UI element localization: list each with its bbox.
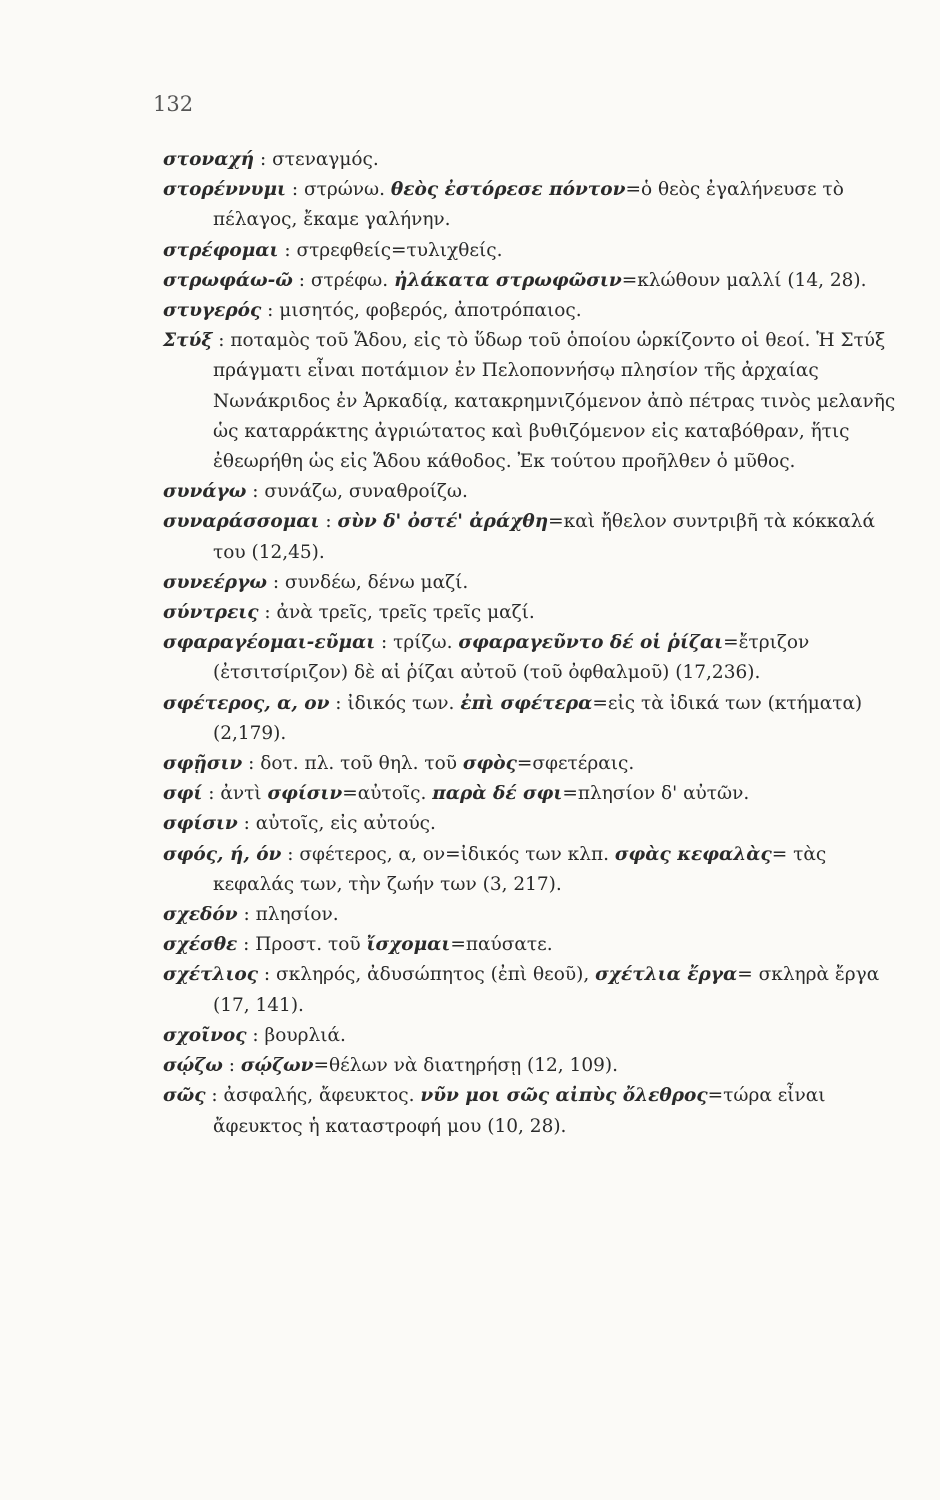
entry-term: σχοῖνος [163,1024,247,1046]
entry-term: σφίσιν [163,813,238,835]
dictionary-entry [163,960,903,1020]
entry-definition: : αὐτοῖς, εἰς αὐτούς. [237,813,436,835]
entry-term: στορέννυμι [163,179,286,201]
dictionary-entry [163,175,903,235]
entry-term: σχέσθε [163,934,238,956]
entry-term: συναράσσομαι [163,511,320,533]
entry-definition: =κλώθουν μαλλί (14, 28). [621,269,867,291]
entry-definition: = τὰς κεφαλάς των, τὴν ζωήν των (3, 217). [213,843,827,895]
entry-term: σχεδόν [163,904,238,926]
entry-definition: : τρίζω. [375,632,459,654]
entry-definition: : στρέφω. [292,269,395,291]
entry-definition: : στρεφθείς=τυλιχθείς. [278,239,503,261]
entry-definition: : στρώνω. [285,179,391,201]
entry-term: σῶς [163,1085,206,1107]
entry-example: σῴζων [240,1055,314,1077]
entry-term: σῴζω [163,1055,223,1077]
entry-definition: : πλησίον. [237,904,339,926]
dictionary-entry [163,628,903,688]
entry-definition: =πλησίον δ' αὐτῶν. [562,783,750,805]
entry-example: σχέτλια ἔργα [595,964,738,986]
entry-definition: : ἀσφαλής, ἄφευκτος. [205,1085,421,1107]
entry-definition: : ἰδικός των. [329,692,461,714]
entry-term: στρωφάω-ῶ [163,269,293,291]
dictionary-entry [163,296,903,326]
entry-term: σφῇσιν [163,753,243,775]
entry-definition: : βουρλιά. [246,1024,346,1046]
entry-definition: : μισητός, φοβερός, ἀποτρόπαιος. [261,300,582,322]
dictionary-entry [163,1021,903,1051]
entry-definition: : συνδέω, δένω μαζί. [266,571,469,593]
entry-definition: : [222,1055,241,1077]
entry-definition: =καὶ ἤθελον συντριβῆ τὰ κόκκαλά του (12,45). [213,511,875,563]
dictionary-entry [163,477,903,507]
entry-definition: =παύσατε. [450,934,553,956]
entry-term: στρέφομαι [163,239,279,261]
entry-term: σφός, ή, όν [163,843,282,865]
dictionary-entry [163,749,903,779]
entry-example: σφὸς [462,753,517,775]
page-number: 132 [153,92,194,116]
dictionary-entry [163,236,903,266]
dictionary-entry [163,840,903,900]
entry-definition: : συνάζω, συναθροίζω. [246,481,468,503]
entry-example: σφὰς κεφαλὰς [614,843,772,865]
dictionary-entry [163,900,903,930]
entry-term: σφαραγέομαι-εῦμαι [163,632,376,654]
entry-example: σφαραγεῦντο δέ οἱ ῥίζαι [458,632,724,654]
entry-definition: : [319,511,338,533]
entry-definition: =τώρα εἶναι ἄφευκτος ἡ καταστροφή μου (10, 28). [213,1085,826,1137]
entry-example: παρὰ δέ σφι [432,783,563,805]
entry-example: θεὸς ἐστόρεσε πόντον [390,179,626,201]
dictionary-entry [163,507,903,567]
entry-definition: : ἀντὶ [202,783,268,805]
entry-example: νῦν μοι σῶς αἰπὺς ὄλεθρος [420,1085,708,1107]
dictionary-entry [163,1051,903,1081]
entry-definition: : σφέτερος, α, ον=ἰδικός των κλπ. [281,843,615,865]
entry-definition: : Προστ. τοῦ [237,934,367,956]
entry-list [163,145,903,1142]
dictionary-entry [163,568,903,598]
entry-definition: =θέλων νὰ διατηρήσῃ (12, 109). [313,1055,618,1077]
entry-example: ἴσχομαι [366,934,451,956]
entry-example: σφίσιν [267,783,343,805]
entry-term: σφί [163,783,203,805]
entry-example: ἐπὶ σφέτερα [460,692,593,714]
entry-term: στοναχή [163,149,255,170]
entry-term: συνάγω [163,481,247,503]
dictionary-entry [163,1081,903,1141]
dictionary-entry [163,809,903,839]
entry-definition: =εἰς τὰ ἰδικά των (κτήματα) (2,179). [213,692,863,744]
entry-definition: = σκληρὰ ἔργα (17, 141). [213,964,880,1016]
entry-definition: =σφετέραις. [516,753,635,775]
entry-term: στυγερός [163,300,262,322]
entry-term: Στύξ [163,330,213,352]
dictionary-entry [163,930,903,960]
entry-definition: =ὁ θεὸς ἐγαλήνευσε τὸ πέλαγος, ἔκαμε γαλήνην. [213,179,844,231]
entry-definition: : ποταμὸς τοῦ Ἅδου, εἰς τὸ ὕδωρ τοῦ ὁποίου ὡρκίζοντο οἱ θεοί. Ἡ Στύξ πράγματι εἶναι ποτάμιον ἐν Πελοποννήσῳ πλησίον τῆς ἀρχαίας Νωνάκριδος ἐν Ἀρκαδίᾳ, κατακρημνιζόμενον ἀπὸ πέτρας τινὸς μελανῆς ὡς καταρράκτης ἀγριώτατος καὶ βυθιζόμενον εἰς καταβόθραν, ἥτις ἐθεωρήθη ὡς εἰς Ἅδου κάθοδος. Ἐκ τούτου προῆλθεν ὁ μῦθος. [212,330,896,473]
entry-definition: : στεναγμός. [254,149,379,170]
dictionary-entry [163,326,903,477]
dictionary-entry [163,689,903,749]
entry-definition: =αὐτοῖς. [342,783,433,805]
entry-definition: : ἀνὰ τρεῖς, τρεῖς τρεῖς μαζί. [258,602,535,624]
entry-term: σύντρεις [163,602,259,624]
entry-term: σφέτερος, α, ον [163,692,330,714]
entry-term: συνεέργω [163,571,267,593]
entry-definition: =ἔτριζον (ἐτσιτσίριζον) δὲ αἱ ῥίζαι αὐτοῦ (τοῦ ὀφθαλμοῦ) (17,236). [213,632,810,684]
entry-definition: : σκληρός, ἀδυσώπητος (ἐπὶ θεοῦ), [258,964,596,986]
entry-example: ἠλάκατα στρωφῶσιν [394,269,622,291]
entry-definition: : δοτ. πλ. τοῦ θηλ. τοῦ [242,753,463,775]
entry-term: σχέτλιος [163,964,259,986]
dictionary-entry [163,145,903,175]
dictionary-entry [163,266,903,296]
dictionary-entry [163,598,903,628]
entry-example: σὺν δ' ὀστέ' ἀράχθη [337,511,549,533]
dictionary-entry [163,779,903,809]
